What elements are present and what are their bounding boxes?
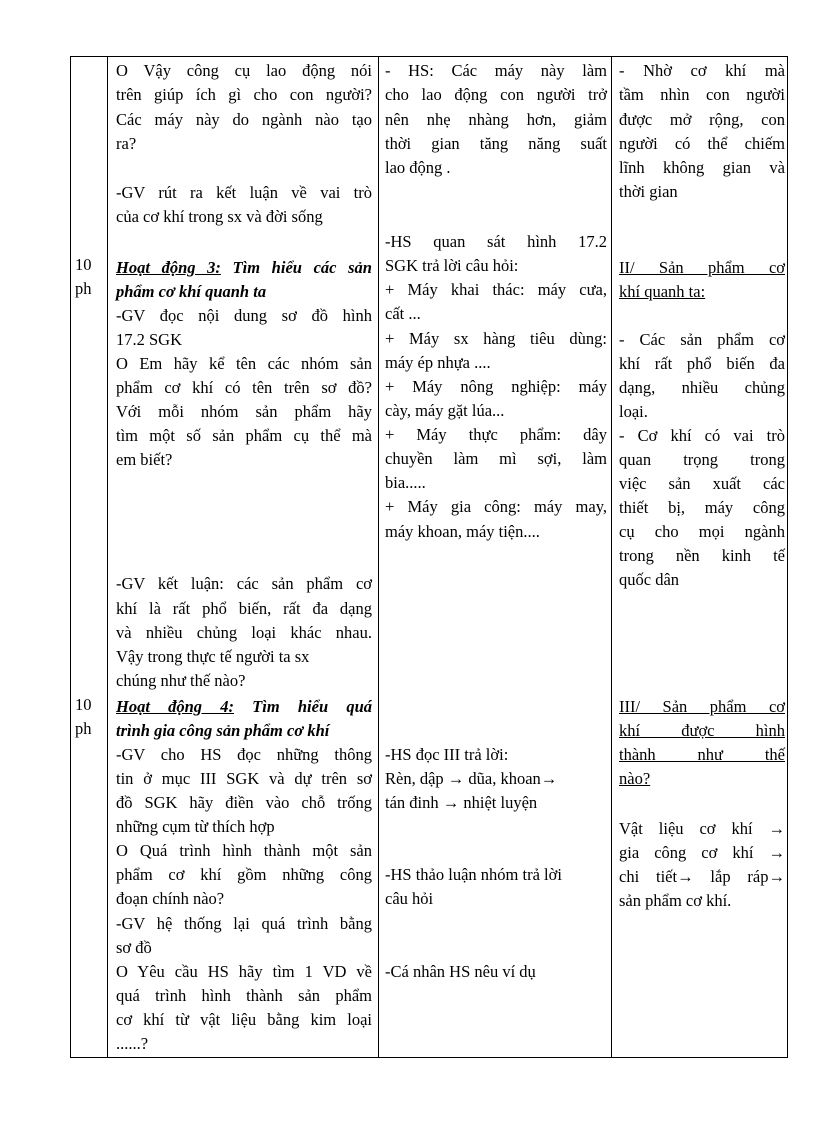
activity-4-heading [116, 695, 372, 720]
text-line: loại. [619, 402, 648, 421]
text-line: câu hỏi [385, 889, 434, 908]
text-line: phẩm cơ khí có tên trên sơ đồ? [116, 378, 372, 397]
text-line: -GV rút ra kết luận về vai trò [116, 183, 372, 202]
text-line: chuyền làm mì sợi, làm [385, 449, 607, 468]
text-line: ra? [116, 134, 137, 153]
text-line: những cụm từ thích hợp [116, 817, 275, 836]
time-number: 10 [75, 695, 92, 714]
text-line: O Vậy công cụ lao động nói [116, 61, 372, 80]
text-line: sơ đồ [116, 938, 152, 957]
text-line: cho lao động con người trở [385, 85, 607, 104]
text-line: - Cơ khí có vai trò [619, 426, 785, 445]
column-divider [378, 57, 379, 1057]
text-line: phẩm cơ khí gồm những công [116, 865, 372, 884]
activity-3-heading-cont: phẩm cơ khí quanh ta [116, 282, 267, 301]
text-line: thiết bị, máy công [619, 498, 785, 517]
text-line: trên giúp ích gì cho con người? [116, 85, 372, 104]
text-line: khí rất phổ biến đa [619, 354, 785, 373]
activity-title: Tìm hiểu quá [233, 697, 373, 716]
text-line: -HS thảo luận nhóm trả lời [385, 865, 562, 884]
text-line: gia công cơ khí → [619, 843, 785, 862]
text-line: tìm một số sản phẩm cụ thể mà [116, 426, 372, 445]
text-line: máy ép nhựa .... [385, 353, 491, 372]
text-line: -GV hệ thống lại quá trình bằng [116, 914, 372, 933]
text-line: - Các sản phẩm cơ [619, 330, 785, 349]
text-line: + Máy gia công: máy may, [385, 497, 607, 516]
text-line: -GV kết luận: các sản phẩm cơ [116, 574, 372, 593]
text-line: 17.2 SGK [116, 330, 183, 349]
text-line: - Nhờ cơ khí mà [619, 61, 785, 80]
lesson-plan-table [70, 56, 788, 1058]
text-line: quá trình hình thành sản phẩm [116, 986, 372, 1005]
text-line: em biết? [116, 450, 173, 469]
text-line: O Em hãy kể tên các nhóm sản [116, 354, 372, 373]
text-line: O Quá trình hình thành một sản [116, 841, 372, 860]
text-line: -Cá nhân HS nêu ví dụ [385, 962, 536, 981]
text-line: thời gian [619, 182, 678, 201]
text-line: khí là rất phổ biến, rất đa dạng [116, 599, 372, 618]
activity-title: Tìm hiểu các sản [220, 258, 372, 277]
text-line: nên nhẹ nhàng hơn, giảm [385, 110, 607, 129]
text-line: quốc dân [619, 570, 680, 589]
text-line: máy khoan, máy tiện.... [385, 522, 540, 541]
text-line: ......? [116, 1034, 149, 1053]
activity-3-heading [116, 256, 372, 281]
text-line: trong nền kinh tế [619, 546, 785, 565]
text-line: Vậy trong thực tế người ta sx [116, 647, 310, 666]
text-line: cơ khí từ vật liệu bằng kim loại [116, 1010, 372, 1029]
text-line: -GV cho HS đọc những thông [116, 745, 372, 764]
text-line: -HS đọc III trả lời: [385, 745, 509, 764]
activity-label: Hoạt động 3: [116, 258, 221, 277]
text-line: -GV đọc nội dung sơ đồ hình [116, 306, 372, 325]
text-line: Rèn, dập → dũa, khoan→ [385, 769, 558, 788]
text-line: Với mỗi nhóm sản phẩm hãy [116, 402, 372, 421]
text-line: việc sản xuất các [619, 474, 785, 493]
text-line: tin ở mục III SGK và dự trên sơ [116, 769, 372, 788]
text-line: chúng như thế nào? [116, 671, 246, 690]
text-line: + Máy thực phẩm: dây [385, 425, 607, 444]
section-2-heading: II/ Sản phẩm cơ [619, 258, 785, 277]
text-line: tán đinh → nhiệt luyện [385, 793, 538, 812]
text-line: - HS: Các máy này làm [385, 61, 607, 80]
text-line: chi tiết→ lắp ráp→ [619, 867, 785, 886]
text-line: và nhiều chủng loại khác nhau. [116, 623, 372, 642]
activity-4-heading-cont: trình gia công sản phẩm cơ khí [116, 721, 330, 740]
text-line: được mở rộng, con [619, 110, 785, 129]
text-line: tầm nhìn con người [619, 85, 785, 104]
text-line: + Máy khai thác: máy cưa, [385, 280, 607, 299]
text-line: Vật liệu cơ khí → [619, 819, 785, 838]
text-line: cụ cho mọi ngành [619, 522, 785, 541]
column-divider [107, 57, 108, 1057]
section-3-heading-cont: khí được hình [619, 721, 785, 740]
text-line: quan trọng trong [619, 450, 785, 469]
text-line: cày, máy gặt lúa... [385, 401, 505, 420]
text-line: sản phẩm cơ khí. [619, 891, 732, 910]
text-line: dạng, nhiều chủng [619, 378, 785, 397]
time-unit: ph [75, 719, 92, 738]
time-number: 10 [75, 255, 92, 274]
text-line: + Máy sx hàng tiêu dùng: [385, 329, 607, 348]
time-unit: ph [75, 279, 92, 298]
text-line: bia..... [385, 473, 426, 492]
text-line: người có thể chiếm [619, 134, 785, 153]
section-3-heading: III/ Sản phẩm cơ [619, 697, 785, 716]
text-line: lao động . [385, 158, 451, 177]
text-line: Các máy này do ngành nào tạo [116, 110, 372, 129]
text-line: SGK trả lời câu hỏi: [385, 256, 519, 275]
text-line: + Máy nông nghiệp: máy [385, 377, 607, 396]
text-line: của cơ khí trong sx và đời sống [116, 207, 323, 226]
text-line: đoạn chính nào? [116, 889, 225, 908]
text-line: lĩnh không gian và [619, 158, 785, 177]
text-line: -HS quan sát hình 17.2 [385, 232, 607, 251]
section-3-heading-cont: nào? [619, 769, 651, 788]
text-line: đồ SGK hãy điền vào chỗ trống [116, 793, 372, 812]
section-3-heading-cont: thành như thế [619, 745, 785, 764]
text-line: thời gian tăng năng suất [385, 134, 607, 153]
activity-label: Hoạt động 4: [116, 697, 234, 716]
text-line: O Yêu cầu HS hãy tìm 1 VD về [116, 962, 372, 981]
text-line: cất ... [385, 304, 421, 323]
section-2-heading-cont: khí quanh ta: [619, 282, 706, 301]
column-divider [611, 57, 612, 1057]
